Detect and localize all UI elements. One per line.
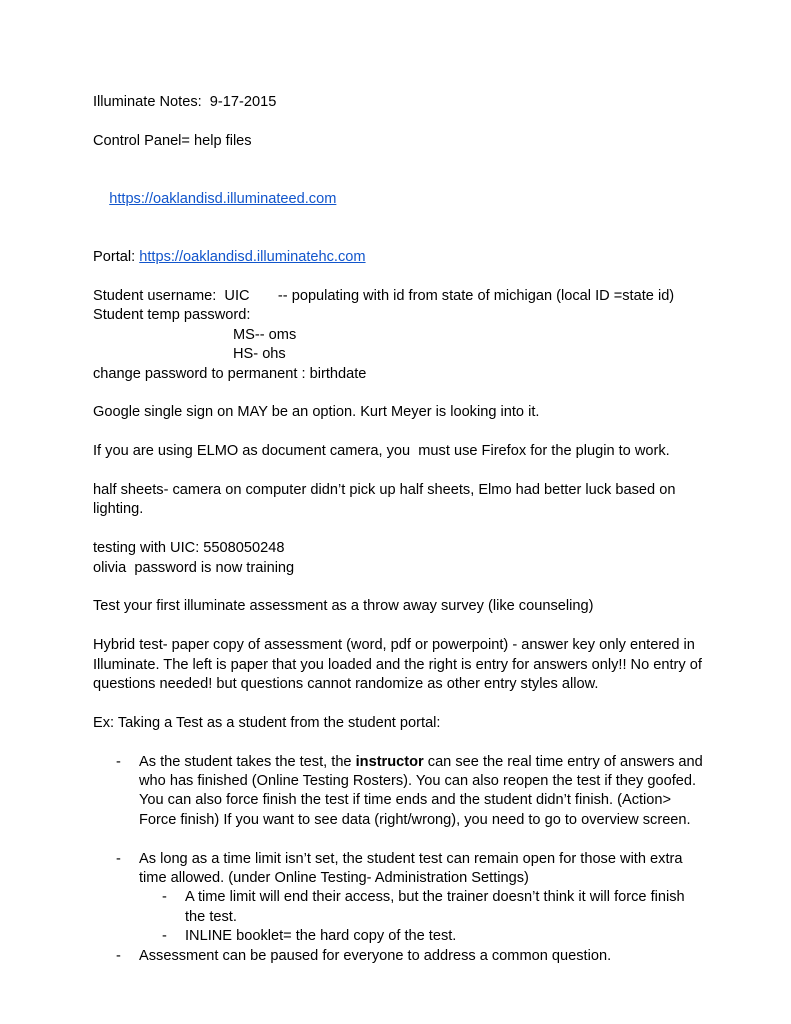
bullet-text-bold: instructor bbox=[355, 753, 424, 770]
testing-uic-line: testing with UIC: 5508050248 bbox=[93, 540, 285, 557]
example-heading: Ex: Taking a Test as a student from the student portal: bbox=[93, 714, 441, 731]
student-username-line: Student username: UIC -- populating with id from state of michigan (local ID =state id) bbox=[93, 288, 675, 304]
first-assessment-note: Test your first illuminate assessment as a throw away survey (like counseling) bbox=[93, 598, 594, 615]
bullet-dash: - bbox=[116, 850, 121, 867]
student-temp-password-line: Student temp password: bbox=[93, 307, 251, 324]
list-item bbox=[93, 947, 703, 966]
hybrid-test-note: Hybrid test- paper copy of assessment (word, pdf or powerpoint) - answer key only entered in Illuminate. The left is paper that you loaded and the right is entry for answers only!! No entry of questions needed! but questions cannot randomize as other entry styles allow. bbox=[93, 637, 702, 693]
control-panel-note: Control Panel= help files bbox=[93, 132, 252, 149]
list-item bbox=[139, 888, 703, 927]
bullet-text: As long as a time limit isn’t set, the student test can remain open for those with extra time allowed. (under Online Testing- Administration Settings) bbox=[139, 850, 683, 887]
list-item bbox=[93, 850, 703, 947]
half-sheets-note: half sheets- camera on computer didn’t pick up half sheets, Elmo had better luck based on lighting. bbox=[93, 482, 676, 518]
illuminate-ed-line bbox=[93, 171, 703, 229]
bullet-dash: - bbox=[116, 753, 121, 770]
change-password-line: change password to permanent : birthdate bbox=[93, 365, 367, 382]
document-page bbox=[93, 93, 703, 966]
portal-label: Portal: bbox=[93, 249, 140, 266]
sub-bullet-dash: - bbox=[162, 889, 167, 906]
sub-bullet-dash: - bbox=[162, 928, 167, 945]
sub-bullet-list bbox=[139, 888, 703, 946]
example-bullet-list bbox=[93, 753, 703, 966]
hs-password: HS- ohs bbox=[233, 346, 286, 363]
bullet-text-post: can see the real time entry of answers and who has finished (Online Testing Rosters). You can also reopen the test if they goofed. You can also force finish the test if time ends and the student didn’t finish. (Action> Force finish) If you want to see data (right/wrong), you need to go to overview screen. bbox=[139, 753, 703, 828]
sub-bullet-text: INLINE booklet= the hard copy of the test. bbox=[185, 928, 457, 945]
notes-title: Illuminate Notes: 9-17-2015 bbox=[93, 94, 277, 110]
bullet-text: Assessment can be paused for everyone to address a common question. bbox=[139, 947, 612, 964]
portal-link[interactable]: https://oaklandisd.illuminatehc.com bbox=[139, 249, 366, 266]
illuminate-ed-link[interactable]: https://oaklandisd.illuminateed.com bbox=[109, 191, 337, 207]
list-item bbox=[93, 753, 703, 831]
olivia-password-line: olivia password is now training bbox=[93, 559, 295, 576]
bullet-text-pre: As the student takes the test, the bbox=[139, 753, 356, 770]
portal-line bbox=[93, 248, 703, 267]
ms-password: MS-- oms bbox=[233, 326, 297, 343]
list-item bbox=[139, 927, 703, 946]
sub-bullet-text: A time limit will end their access, but the trainer doesn’t think it will force finish the test. bbox=[185, 889, 685, 925]
bullet-dash: - bbox=[116, 947, 121, 964]
google-sso-note: Google single sign on MAY be an option. Kurt Meyer is looking into it. bbox=[93, 404, 540, 421]
elmo-note: If you are using ELMO as document camera, you must use Firefox for the plugin to work. bbox=[93, 443, 670, 460]
